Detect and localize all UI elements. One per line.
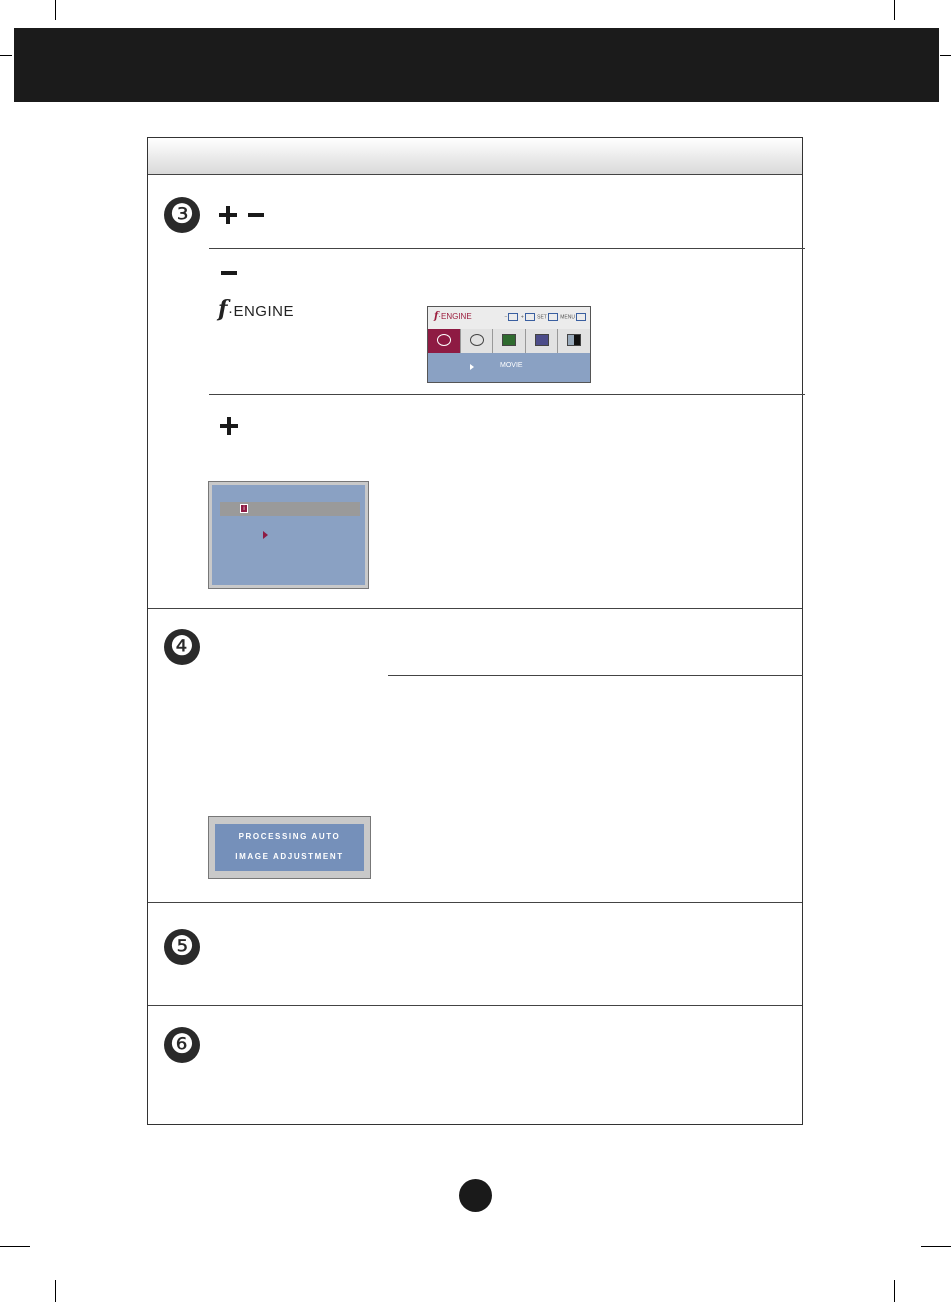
info-icon: i <box>240 504 248 513</box>
plus-icon <box>220 417 238 435</box>
section-6-badge: ❻ <box>164 1027 200 1063</box>
crop-mark <box>940 55 951 56</box>
section-divider <box>148 608 802 609</box>
processing-line-2: IMAGE ADJUSTMENT <box>235 852 344 861</box>
osd-minus-key-icon: − <box>504 314 508 321</box>
fengine-osd <box>427 306 591 383</box>
crop-mark <box>55 1280 56 1302</box>
section-4-badge: ❹ <box>164 629 200 665</box>
fengine-label <box>218 296 294 322</box>
osd-mode-internet-icon[interactable] <box>461 329 494 353</box>
osd-menu-label: MENU <box>560 314 575 321</box>
preset-osd <box>208 481 369 589</box>
page-header-band <box>14 28 939 102</box>
osd-key-legend <box>505 313 587 321</box>
crop-mark <box>894 1280 895 1302</box>
osd-title-text: ·ENGINE <box>438 312 472 321</box>
minus-icon <box>248 213 264 217</box>
minus-icon <box>221 271 237 275</box>
crop-mark <box>55 0 56 20</box>
preset-osd-highlight-bar <box>220 502 360 516</box>
osd-mode-movie-icon[interactable] <box>428 329 461 353</box>
fengine-f-mark: f <box>218 296 228 322</box>
osd-plus-key-icon: + <box>520 314 524 321</box>
content-frame <box>147 137 803 1125</box>
page-number-dot <box>459 1179 492 1212</box>
crop-mark <box>921 1246 951 1247</box>
osd-menu-key-icon <box>576 313 586 321</box>
osd-header <box>428 307 590 330</box>
processing-osd-panel <box>215 824 364 871</box>
osd-key-box-icon <box>508 313 518 321</box>
sub-divider <box>209 394 805 395</box>
fengine-label-text: ·ENGINE <box>227 303 294 320</box>
play-arrow-icon <box>263 531 268 539</box>
processing-line-1: PROCESSING AUTO <box>238 832 341 841</box>
sub-divider <box>209 248 805 249</box>
osd-mode-icons <box>428 329 590 353</box>
crop-mark <box>0 55 12 56</box>
frame-title-bar <box>148 138 802 175</box>
plus-icon <box>219 206 237 224</box>
osd-set-label: SET <box>537 314 547 321</box>
section-divider <box>148 1005 802 1006</box>
section-5-badge: ❺ <box>164 929 200 965</box>
section-divider <box>148 902 802 903</box>
crop-mark <box>894 0 895 20</box>
osd-mode-label: MOVIE <box>500 362 523 369</box>
osd-mode-photo-icon[interactable] <box>493 329 526 353</box>
section-3-badge: ❸ <box>164 197 200 233</box>
osd-mode-demo-icon[interactable] <box>526 329 559 353</box>
play-arrow-icon <box>470 364 474 370</box>
osd-title-f: f <box>434 311 439 322</box>
processing-osd <box>208 816 371 879</box>
osd-key-box-icon <box>525 313 535 321</box>
osd-mode-bar <box>428 353 590 382</box>
sub-divider <box>388 675 803 676</box>
osd-title <box>434 311 472 322</box>
preset-osd-panel <box>212 485 365 585</box>
osd-mode-user-icon[interactable] <box>558 329 590 353</box>
crop-mark <box>0 1246 30 1247</box>
osd-set-key-icon <box>548 313 558 321</box>
